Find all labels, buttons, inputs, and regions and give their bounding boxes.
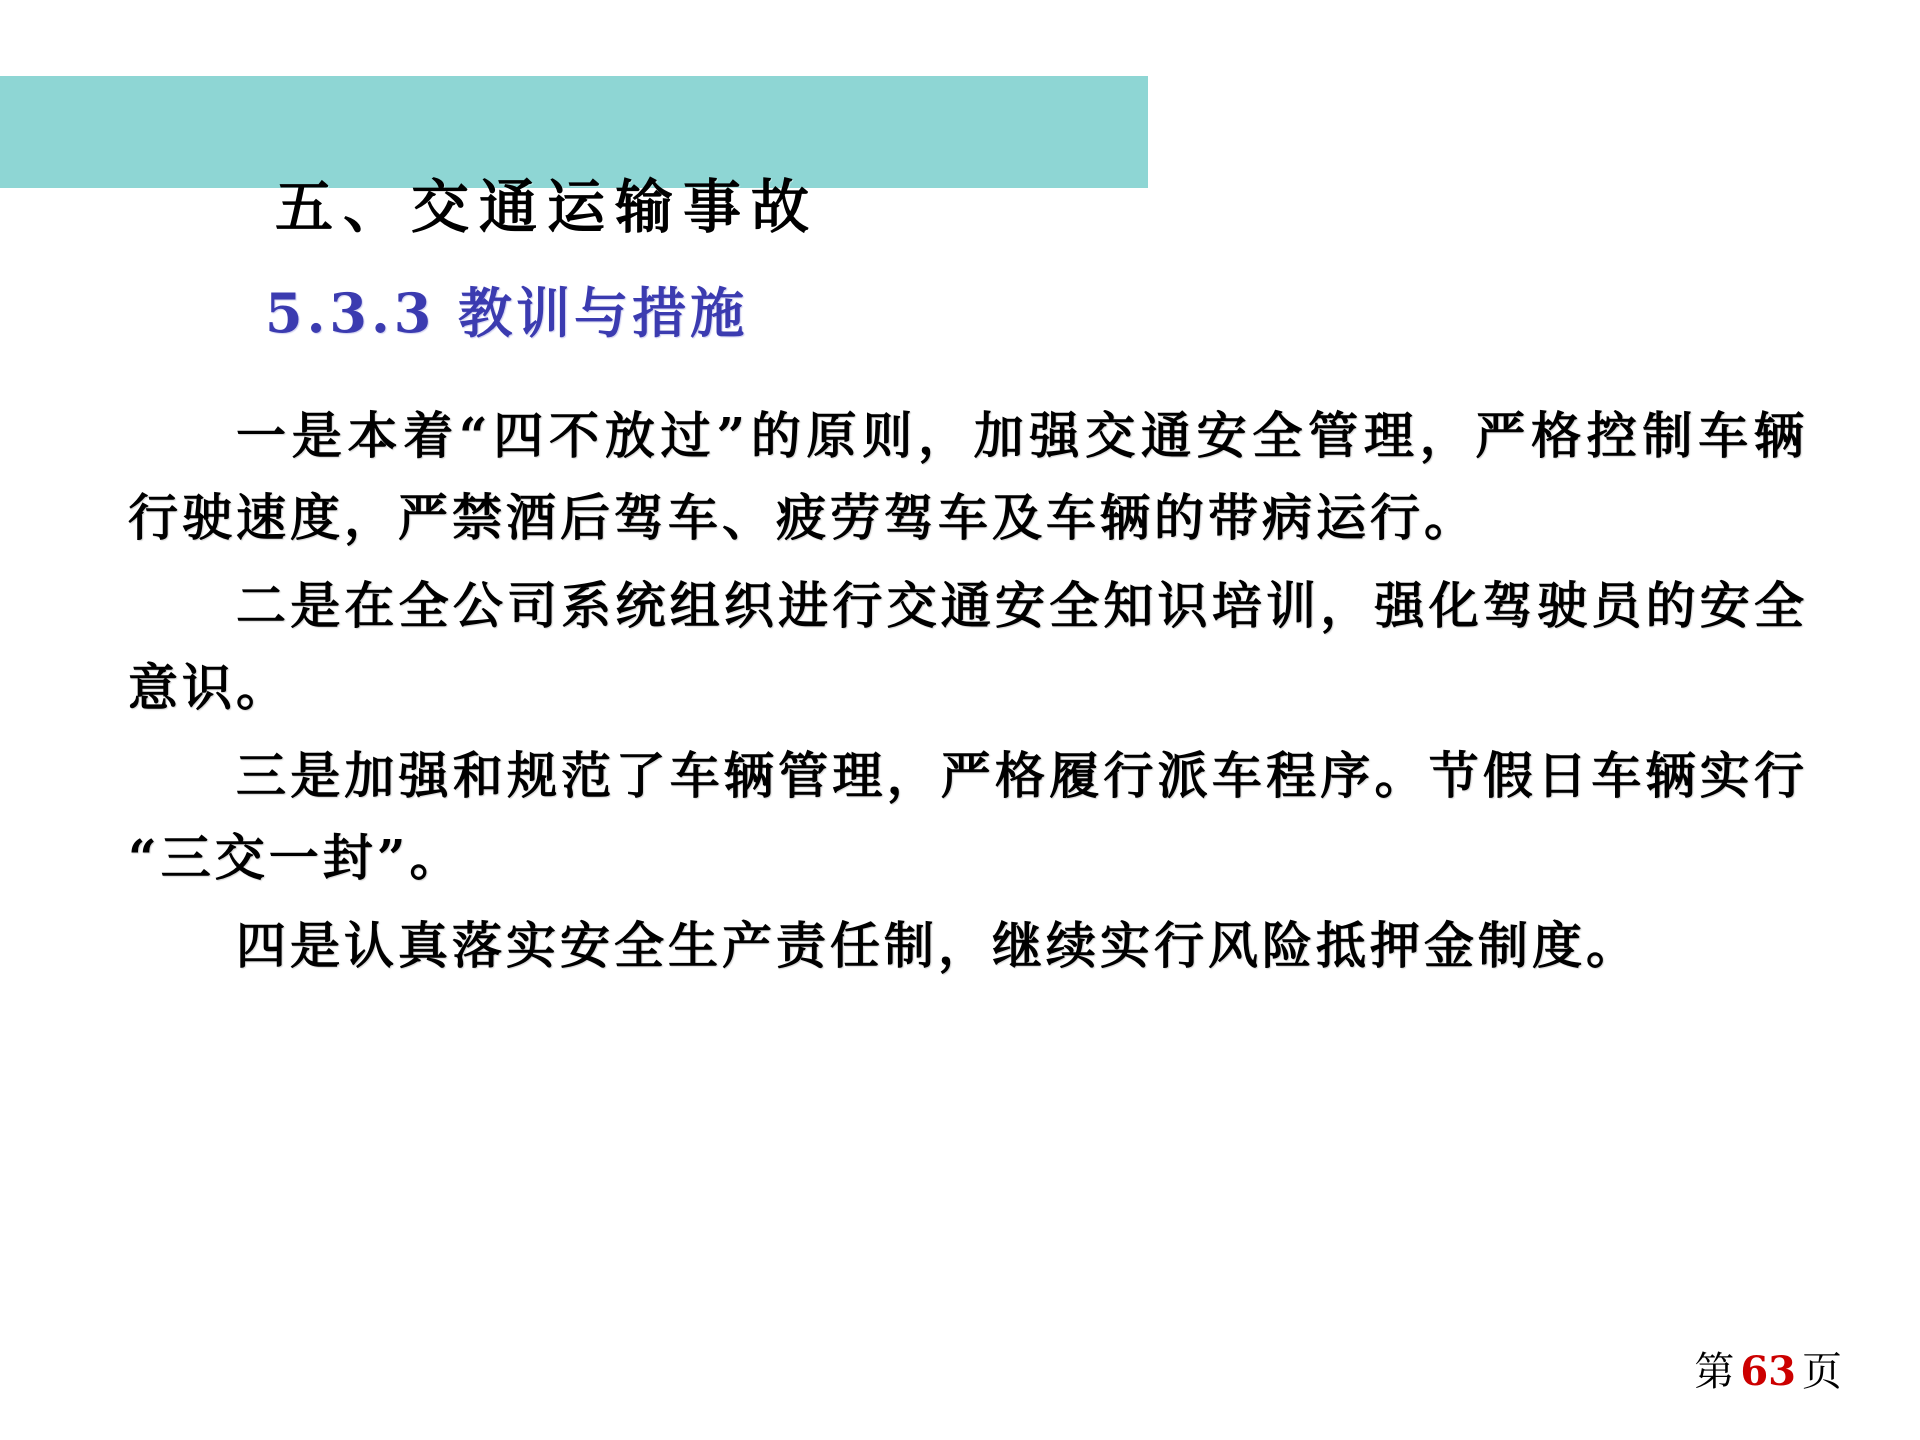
- banner-title: 五、交通运输事故: [275, 173, 820, 241]
- section-heading: 5.3.3 教训与措施: [265, 281, 749, 345]
- page-number: [1694, 1348, 1842, 1396]
- page-number-suffix: 页: [1802, 1349, 1842, 1395]
- paragraph-4: 四是认真落实安全生产责任制，继续实行风险抵押金制度。: [236, 916, 1640, 975]
- body-content: [128, 395, 1808, 993]
- header-banner: [0, 76, 1148, 241]
- paragraph-1: 一是本着“四不放过”的原则，加强交通安全管理，严格控制车辆行驶速度，严禁酒后驾车、疲劳驾车及车辆的带病运行。: [128, 406, 1808, 547]
- page-number-prefix: 第: [1694, 1349, 1735, 1395]
- paragraph-2: 二是在全公司系统组织进行交通安全知识培训，强化驾驶员的安全意识。: [128, 576, 1808, 717]
- paragraph-3: 三是加强和规范了车辆管理，严格履行派车程序。节假日车辆实行“三交一封”。: [128, 746, 1808, 887]
- page-number-value: 63: [1740, 1348, 1796, 1395]
